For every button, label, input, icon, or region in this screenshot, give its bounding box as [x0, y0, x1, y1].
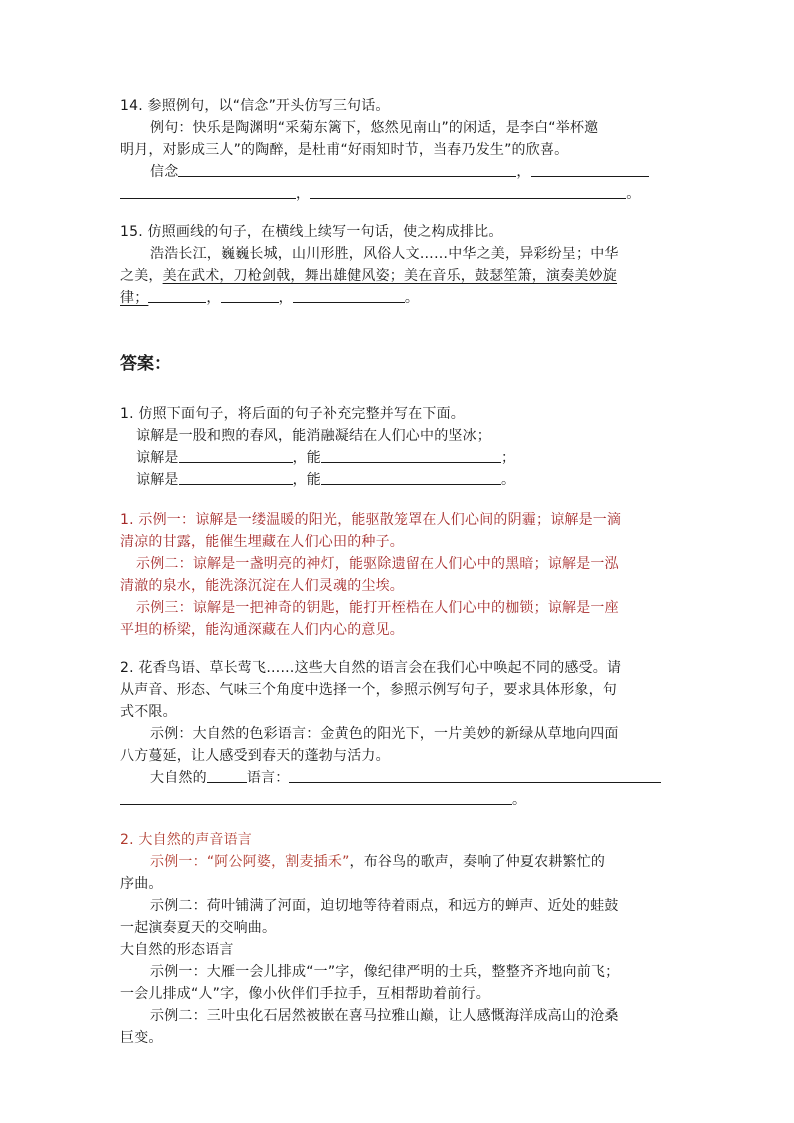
q14-blank-2[interactable]	[531, 162, 649, 177]
a1-fill-line2: 谅解是 ，能 。	[136, 472, 516, 488]
a1-example2-line2: 清澈的泉水，能洗涤沉淀在人们灵魂的尘埃。	[120, 578, 404, 594]
a1-title: 1. 仿照下面句子，将后面的句子补充完整并写在下面。	[120, 406, 466, 422]
q14-example-line1: 例句：快乐是陶渊明“采菊东篱下，悠然见南山”的闲适，是李白“举杯邀	[150, 120, 599, 136]
a1-example3-line1: 示例三：谅解是一把神奇的钥匙，能打开桎梏在人们心中的枷锁；谅解是一座	[136, 600, 619, 616]
a2-quote: “阿公阿婆，割麦插禾”	[206, 854, 350, 870]
a2-blank-2[interactable]	[120, 790, 512, 805]
q14-answer-line2: ， 。	[120, 184, 675, 204]
q15-blank-1[interactable]	[148, 288, 206, 303]
a2-question-line1: 2. 花香鸟语、草长莺飞……这些大自然的语言会在我们心中唤起不同的感受。请	[120, 660, 622, 676]
q15-line3: 律； ， ， 。	[120, 290, 420, 306]
q14-prompt: 信念	[150, 164, 179, 180]
q14-blank-1[interactable]	[178, 162, 516, 177]
a2-sound-example2-line1: 示例二：荷叶铺满了河面，迫切地等待着雨点，和远方的蝉声、近处的蛙鼓	[150, 898, 619, 914]
q15-underlined-sentence: 美在武术，刀枪剑戟，舞出雄健风姿；美在音乐，鼓瑟笙箫，演奏美妙旋	[162, 268, 618, 284]
a2-sound-example1-line1: 示例一：“阿公阿婆，割麦插禾”，布谷鸟的歌声，奏响了仲夏农耕繁忙的	[150, 854, 606, 870]
q15-line1: 浩浩长江，巍巍长城，山川形胜，风俗人文……中华之美，异彩纷呈；中华	[150, 246, 619, 262]
a2-shape-example1-line1: 示例一：大雁一会儿排成“一”字，像纪律严明的士兵，整整齐齐地向前飞；	[150, 964, 620, 980]
a2-example-line1: 示例：大自然的色彩语言：金黄色的阳光下，一片美妙的新绿从草地向四面	[150, 726, 619, 742]
a2-sound-example1-line2: 序曲。	[120, 876, 163, 892]
a2-question-line2: 从声音、形态、气味三个角度中选择一个，参照示例写句子，要求具体形象，句	[120, 682, 617, 698]
q15-title: 15. 仿照画线的句子，在横线上续写一句话，使之构成排比。	[120, 224, 503, 240]
a2-example-line2: 八方蔓延，让人感受到春天的蓬勃与活力。	[120, 748, 390, 764]
answers-heading: 答案：	[120, 354, 171, 374]
q14-blank-4[interactable]	[310, 184, 626, 199]
a1-example2-line1: 示例二：谅解是一盏明亮的神灯，能驱除遗留在人们心中的黑暗；谅解是一泓	[136, 556, 619, 572]
a1-model-sentence: 谅解是一股和煦的春风，能消融凝结在人们心中的坚冰；	[136, 428, 491, 444]
a1-example1-line1: 1. 示例一：谅解是一缕温暖的阳光，能驱散笼罩在人们心间的阴霾；谅解是一滴	[120, 512, 622, 528]
q14-title: 14. 参照例句，以“信念”开头仿写三句话。	[120, 98, 390, 114]
a1-blank-3[interactable]	[179, 470, 293, 485]
a2-shape-example2-line1: 示例二：三叶虫化石居然被嵌在喜马拉雅山巅，让人感慨海洋成高山的沧桑	[150, 1008, 619, 1024]
a1-blank-4[interactable]	[321, 470, 501, 485]
a1-example3-line2: 平坦的桥梁，能沟通深藏在人们内心的意见。	[120, 622, 404, 638]
a2-shape-example1-line2: 一会儿排成“人”字，像小伙伴们手拉手，互相帮助着前行。	[120, 986, 490, 1002]
a1-example1-line2: 清凉的甘露，能催生埋藏在人们心田的种子。	[120, 534, 404, 550]
a1-fill-line1: 谅解是 ，能 ；	[136, 450, 516, 466]
q15-line2: 之美，美在武术，刀枪剑戟，舞出雄健风姿；美在音乐，鼓瑟笙箫，演奏美妙旋	[120, 268, 618, 284]
q15-blank-3[interactable]	[293, 288, 405, 303]
a2-sound-title: 2. 大自然的声音语言	[120, 832, 253, 848]
a2-shape-example2-line2: 巨变。	[120, 1030, 163, 1046]
a2-fill-line1: 大自然的 语言：	[150, 768, 675, 788]
q14-example-line2: 明月，对影成三人”的陶醉，是杜甫“好雨知时节，当春乃发生”的欣喜。	[120, 142, 569, 158]
q14-blank-3[interactable]	[120, 184, 296, 199]
a2-blank-1[interactable]	[289, 768, 661, 783]
a2-blank-category[interactable]	[207, 768, 247, 783]
q14-answer-line1: 信念 ，	[150, 162, 675, 182]
a2-sound-example2-line2: 一起演奏夏天的交响曲。	[120, 920, 277, 936]
a2-question-line3: 式不限。	[120, 704, 177, 720]
a1-blank-1[interactable]	[179, 448, 293, 463]
a1-blank-2[interactable]	[321, 448, 501, 463]
a2-fill-line2: 。	[120, 790, 675, 810]
a2-shape-title: 大自然的形态语言	[120, 942, 234, 958]
q15-blank-2[interactable]	[221, 288, 279, 303]
